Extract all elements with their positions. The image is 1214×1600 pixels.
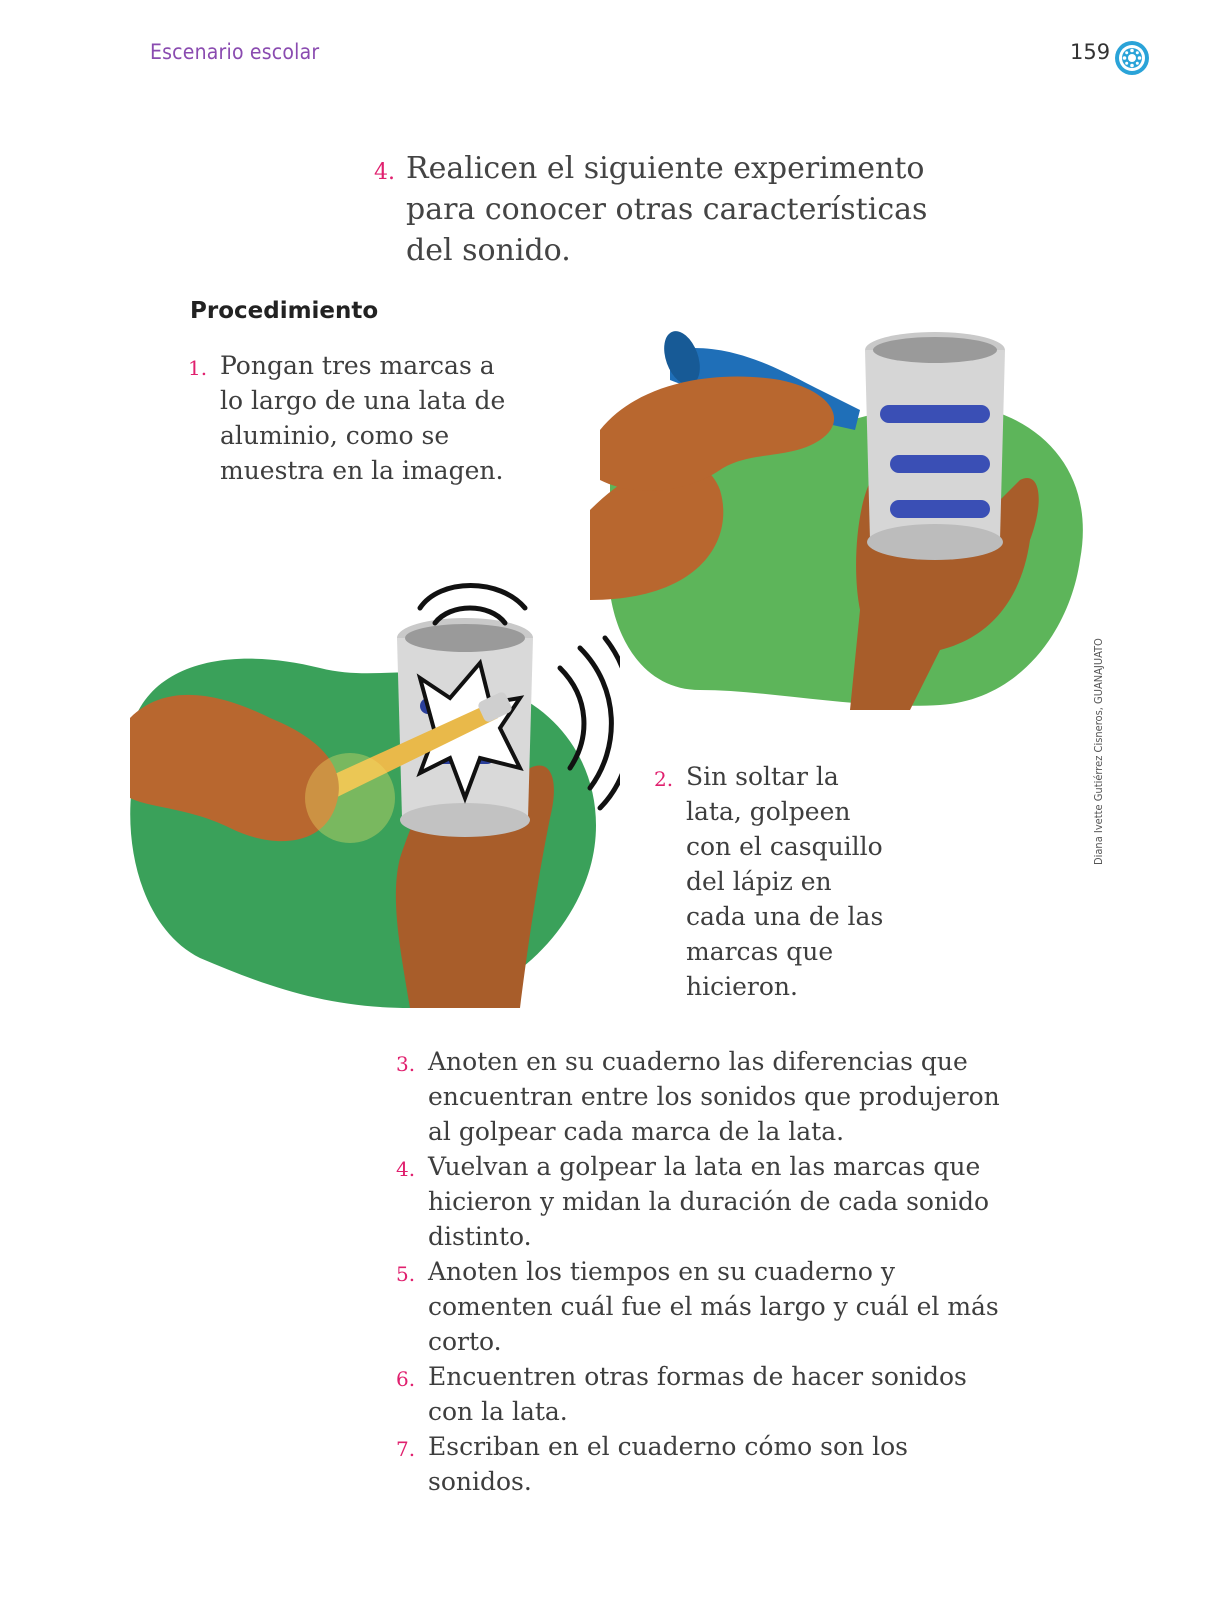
step-text: Vuelvan a golpear la lata en las marcas que hicieron y midan la duración de cada sonido distinto.	[428, 1152, 990, 1251]
step-text: Encuentren otras formas de hacer sonidos con la lata.	[428, 1362, 967, 1426]
procedure-step-4	[396, 1149, 1016, 1254]
step-number: 1.	[188, 356, 208, 380]
procedure-step-6	[396, 1359, 1016, 1429]
illustration-credit: Diana Ivette Gutiérrez Cisneros, GUANAJUATO	[1092, 638, 1105, 865]
step-text: Pongan tres marcas a lo largo de una lata de aluminio, como se muestra en la imagen.	[220, 351, 506, 485]
step-text: Anoten los tiempos en su cuaderno y comenten cuál fue el más largo y cuál el más corto.	[428, 1257, 999, 1356]
procedure-steps-list	[396, 1044, 1016, 1499]
intro-instruction	[374, 148, 934, 271]
step-number: 7.	[396, 1437, 416, 1461]
intro-number: 4.	[374, 160, 395, 185]
marking-can-illustration	[580, 310, 1090, 710]
step-text: Sin soltar la lata, golpeen con el casquillo del lápiz en cada una de las marcas que hicieron.	[686, 762, 884, 1001]
intro-text: Realicen el siguiente experimento para conocer otras características del sonido.	[406, 151, 928, 268]
procedure-step-1	[188, 348, 508, 488]
page-number: 159	[1070, 40, 1111, 64]
step-number: 6.	[396, 1367, 416, 1391]
tapping-can-illustration	[120, 568, 620, 1018]
step-number: 2.	[654, 767, 674, 791]
step-text: Anoten en su cuaderno las diferencias que encuentran entre los sonidos que produjeron al golpear cada marca de la lata.	[428, 1047, 1000, 1146]
step-number: 4.	[396, 1157, 416, 1181]
procedure-heading: Procedimiento	[190, 298, 379, 324]
procedure-step-5	[396, 1254, 1016, 1359]
procedure-step-3	[396, 1044, 1016, 1149]
page-badge-icon	[1112, 38, 1152, 78]
step-number: 5.	[396, 1262, 416, 1286]
step-text: Escriban en el cuaderno cómo son los sonidos.	[428, 1432, 908, 1496]
section-label: Escenario escolar	[150, 40, 320, 64]
procedure-step-7	[396, 1429, 1016, 1499]
step-number: 3.	[396, 1052, 416, 1076]
procedure-step-2	[654, 759, 884, 1004]
